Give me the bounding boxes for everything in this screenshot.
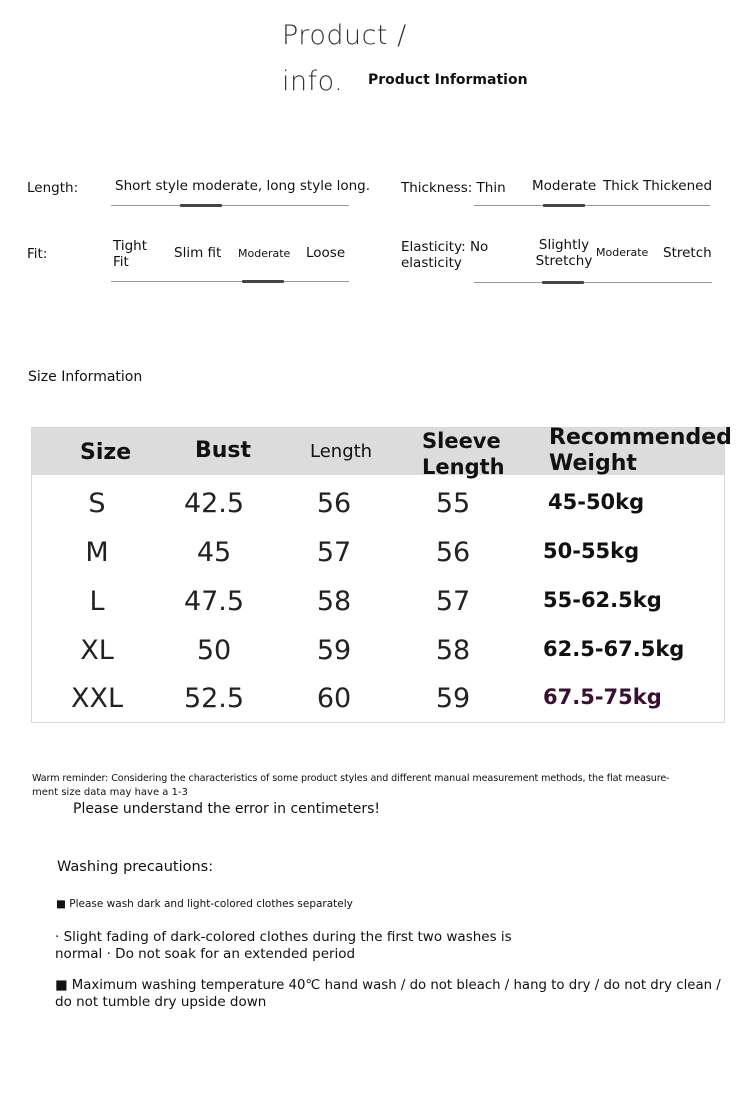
thickness-thickened: Thickened <box>643 178 713 194</box>
fit-tight: Tight Fit <box>113 238 148 270</box>
thickness-moderate: Moderate <box>532 178 597 194</box>
reminder-line-1: Warm reminder: Considering the characteristics of some product styles and different manual measurement methods, the flat measure- <box>32 773 670 784</box>
length-scale-track <box>111 205 349 206</box>
elasticity-moderate: Moderate <box>596 246 649 259</box>
title-line-1: Product / <box>282 20 407 51</box>
table-cell-bust: 52.5 <box>183 683 245 714</box>
reminder-line-3: Please understand the error in centimeters! <box>73 801 381 817</box>
table-cell-size: S <box>88 488 106 519</box>
table-cell-sleeve: 57 <box>435 586 471 617</box>
table-cell-sleeve: 56 <box>435 537 471 568</box>
fit-moderate: Moderate <box>238 247 291 260</box>
table-cell-bust: 47.5 <box>183 586 245 617</box>
col-bust: Bust <box>195 438 252 463</box>
fit-label: Fit: <box>27 246 48 262</box>
elasticity-scale-track <box>474 282 712 283</box>
col-size: Size <box>80 440 132 465</box>
thickness-scale-track <box>474 205 710 206</box>
length-label: Length: <box>27 180 79 196</box>
table-cell-length: 59 <box>316 635 352 666</box>
table-cell-length: 60 <box>316 683 352 714</box>
table-cell-size: XXL <box>70 683 124 714</box>
table-cell-bust: 45 <box>196 537 232 568</box>
table-cell-sleeve: 58 <box>435 635 471 666</box>
thickness-label: Thickness: Thin <box>401 180 506 196</box>
table-cell-length: 57 <box>316 537 352 568</box>
fit-scale-marker <box>242 280 284 283</box>
table-cell-sleeve: 55 <box>435 488 471 519</box>
col-sleeve-length: Sleeve Length <box>422 429 505 479</box>
table-cell-weight: 62.5-67.5kg <box>543 637 685 661</box>
table-cell-weight: 55-62.5kg <box>543 588 662 612</box>
col-length: Length <box>310 441 373 462</box>
thickness-thick: Thick <box>603 178 639 194</box>
washing-item-2-line-1: · Slight fading of dark-colored clothes during the first two washes is <box>55 929 512 945</box>
thickness-scale-marker <box>543 204 585 207</box>
size-info-heading: Size Information <box>28 369 143 385</box>
table-cell-size: L <box>89 586 105 617</box>
table-cell-size: M <box>85 537 109 568</box>
title-line-2: info. <box>282 66 344 97</box>
fit-loose: Loose <box>306 245 346 261</box>
table-cell-sleeve: 59 <box>435 683 471 714</box>
fit-scale-track <box>111 281 349 282</box>
washing-item-3-line-2: do not tumble dry upside down <box>55 994 267 1010</box>
washing-heading: Washing precautions: <box>57 859 214 875</box>
table-cell-weight: 67.5-75kg <box>543 685 662 709</box>
col-recommended-weight: Recommended Weight <box>549 425 732 476</box>
length-scale-text: Short style moderate, long style long. <box>115 178 370 194</box>
table-cell-length: 56 <box>316 488 352 519</box>
elasticity-stretch: Stretch <box>663 245 712 261</box>
table-cell-length: 58 <box>316 586 352 617</box>
reminder-line-2: ment size data may have a 1-3 <box>32 787 188 798</box>
fit-slim: Slim fit <box>174 245 222 261</box>
elasticity-slightly-stretchy: Slightly Stretchy <box>535 237 593 269</box>
table-cell-size: XL <box>80 635 114 666</box>
elasticity-label: Elasticity: No elasticity <box>401 239 489 271</box>
table-cell-bust: 50 <box>196 635 232 666</box>
table-cell-weight: 45-50kg <box>548 490 645 514</box>
washing-item-2-line-2: normal · Do not soak for an extended period <box>55 946 356 962</box>
size-table <box>31 425 732 723</box>
washing-item-1: ■ Please wash dark and light-colored clothes separately <box>56 898 353 910</box>
washing-item-3-line-1: ■ Maximum washing temperature 40℃ hand wash / do not bleach / hang to dry / do not dry clean / <box>55 978 721 993</box>
elasticity-scale-marker <box>542 281 584 284</box>
length-scale-marker <box>180 204 222 207</box>
table-cell-bust: 42.5 <box>183 488 245 519</box>
table-cell-weight: 50-55kg <box>543 539 640 563</box>
subtitle: Product Information <box>368 72 528 88</box>
